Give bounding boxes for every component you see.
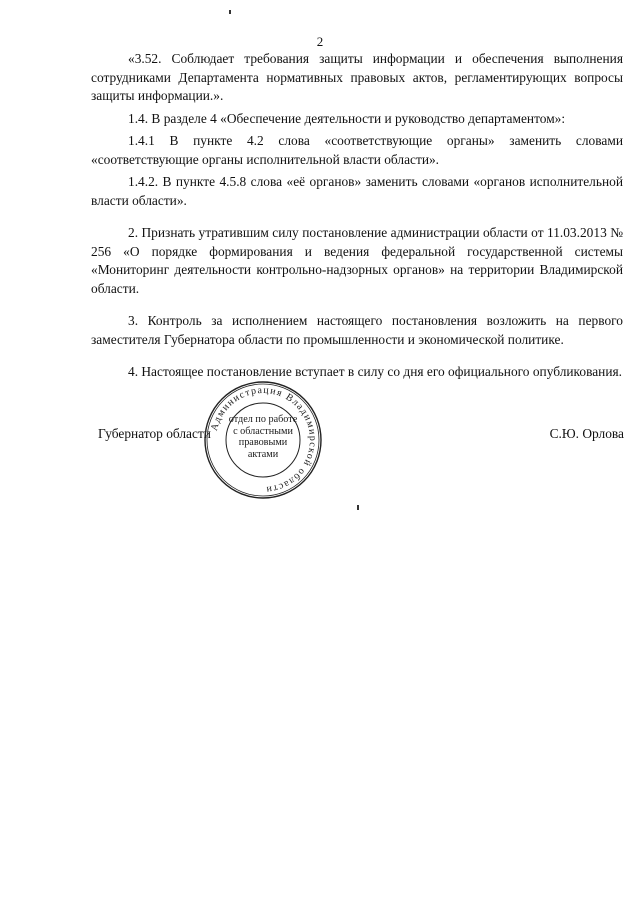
paragraph-4: 4. Настоящее постановление вступает в силу со дня его официального опубликования. (128, 364, 622, 379)
paragraph-2: 2. Признать утратившим силу постановление администрации области от 11.03.2013 № 256 «О порядке формирования и ведения федеральной государственной системы «Мониторинг деятельности контрольно-надзорных органов» на территории Владимирской области. (91, 225, 623, 296)
paragraph-1-4-1: 1.4.1 В пункте 4.2 слова «соответствующие органы» заменить словами «соответствующие органы исполнительной власти области». (91, 133, 623, 167)
paragraph-3-52: «3.52. Соблюдает требования защиты информации и обеспечения выполнения сотрудниками Департамента нормативных правовых актов, регламентирующих вопросы защиты информации.». (91, 51, 623, 103)
stamp-line: отдел по работе (228, 414, 298, 425)
page-number: 2 (316, 34, 324, 49)
stamp-ring-text: Администрация Владимирской области (208, 384, 319, 496)
stamp-line: правовыми (238, 437, 288, 448)
paragraph-1-4-2: 1.4.2. В пункте 4.5.8 слова «её органов» заменить словами «органов исполнительной власти области». (91, 174, 623, 208)
scan-speck (357, 505, 359, 510)
stamp-center-text (225, 414, 301, 460)
signatory-name: С.Ю. Орлова (549, 426, 624, 441)
signatory-title: Губернатор области (98, 426, 211, 441)
scan-speck (229, 10, 231, 14)
paragraph-1-4: 1.4. В разделе 4 «Обеспечение деятельности и руководство департаментом»: (128, 110, 566, 126)
document-body (91, 50, 623, 382)
official-stamp (203, 380, 323, 500)
paragraph-3: 3. Контроль за исполнением настоящего постановления возложить на первого заместителя Губернатора области по промышленности и экономической политике. (91, 313, 623, 347)
stamp-line: с областными (233, 425, 293, 437)
stamp-line: актами (247, 448, 279, 460)
